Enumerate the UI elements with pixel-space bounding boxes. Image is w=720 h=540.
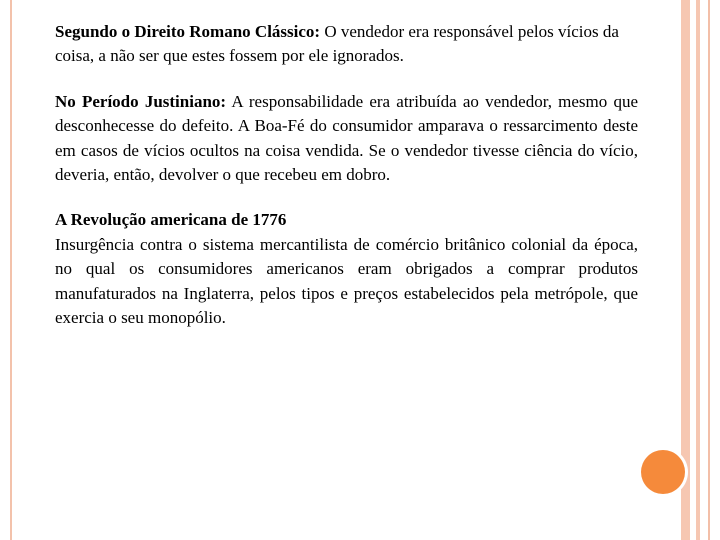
section-heading: Segundo o Direito Romano Clássico: <box>55 22 321 41</box>
section-body: O vendedor era responsável pelos vícios da coisa, a não ser que estes fossem por ele ignorados. <box>55 22 619 66</box>
section-justinian <box>55 90 638 188</box>
left-frame-border <box>0 0 12 540</box>
orange-circle-decoration <box>641 450 685 494</box>
section-body: A responsabilidade era atribuída ao vendedor, mesmo que desconhecesse do defeito. A Boa-Fé do consumidor amparava o ressarcimento deste em casos de vícios ocultos na coisa vendida. Se o vendedor tivesse ciência do vício, deveria, então, devolver o que recebeu em dobro. <box>55 91 638 185</box>
section-body: Insurgência contra o sistema mercantilista de comércio britânico colonial da época, no qual os consumidores americanos eram obrigados a comprar produtos manufaturados na Inglaterra, pelos tipos e preços estabelecidos pela metrópole, que exercia o seu monopólio. <box>55 234 638 328</box>
section-american-revolution <box>55 208 638 330</box>
right-frame-band <box>681 0 690 540</box>
section-heading: A Revolução americana de 1776 <box>55 210 287 230</box>
slide-content <box>55 20 638 330</box>
section-heading: No Período Justiniano: <box>55 91 227 111</box>
right-frame-line <box>696 0 700 540</box>
section-roman-law <box>55 20 638 69</box>
right-frame-edge <box>708 0 710 540</box>
